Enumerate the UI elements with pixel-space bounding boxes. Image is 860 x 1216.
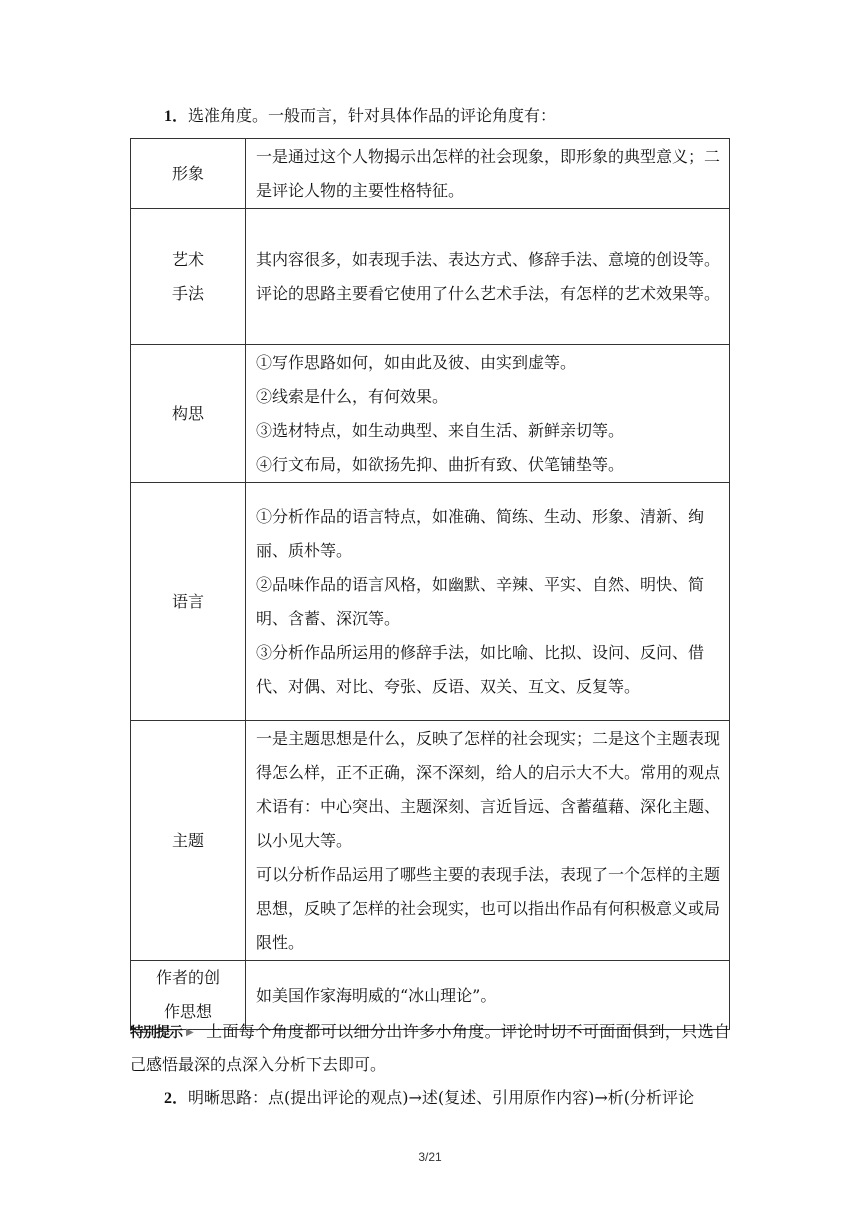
description-paragraph: ②线索是什么，有何效果。: [256, 387, 449, 406]
table-row: [131, 721, 730, 961]
section-heading-1: [164, 104, 556, 129]
category-cell: [131, 483, 246, 721]
category-line: 作者的创: [155, 968, 220, 987]
category-line: 形象: [171, 163, 204, 183]
description-cell: [246, 209, 730, 345]
heading-number: 2．: [164, 1090, 189, 1107]
description-paragraph: 一是通过这个人物揭示出怎样的社会现象，即形象的典型意义；二是评论人物的主要性格特征。: [256, 147, 721, 200]
category-line: 构思: [171, 403, 204, 423]
description-paragraph: ①写作思路如何，如由此及彼、由实到虚等。: [256, 353, 577, 372]
description-cell: [246, 721, 730, 961]
description-cell: [246, 139, 730, 209]
heading-text: 选准角度。一般而言，针对具体作品的评论角度有：: [188, 106, 557, 125]
category-line: 艺术: [171, 249, 204, 269]
description-cell: [246, 483, 730, 721]
description-cell: [246, 345, 730, 483]
description-paragraph: 其内容很多，如表现手法、表达方式、修辞手法、意境的创设等。: [256, 250, 721, 269]
category-line: 主题: [171, 830, 204, 850]
table-row: [131, 209, 730, 345]
page-number: 3/21: [418, 1150, 442, 1164]
category-line: 语言: [171, 591, 204, 611]
category-cell: [131, 345, 246, 483]
angles-table: [130, 138, 730, 1030]
description-paragraph: 如美国作家海明威的“冰山理论”。: [256, 985, 497, 1005]
tip-text: 上面每个角度都可以细分出许多小角度。评论时切不可面面俱到，只选自己感悟最深的点深入分析下去即可。: [130, 1022, 730, 1074]
section-heading-2: [164, 1086, 694, 1111]
category-cell: [131, 139, 246, 209]
table-row: [131, 345, 730, 483]
description-paragraph: ②品味作品的语言风格，如幽默、辛辣、平实、自然、明快、简明、含蓄、深沉等。: [256, 575, 705, 628]
heading-number: 1．: [164, 108, 189, 125]
heading-text: 明晰思路：点(提出评论的观点)→述(复述、引用原作内容)→析(分析评论: [188, 1088, 695, 1107]
triangle-right-icon: ▶: [186, 1027, 194, 1038]
table-row: [131, 139, 730, 209]
tip-badge: 特别提示: [130, 1025, 182, 1041]
description-paragraph: ①分析作品的语言特点，如准确、简练、生动、形象、清新、绚丽、质朴等。: [256, 507, 705, 560]
category-line: 作思想: [163, 1002, 212, 1021]
category-cell: [131, 209, 246, 345]
description-paragraph: 一是主题思想是什么，反映了怎样的社会现实；二是这个主题表现得怎么样，正不正确，深不深刻，给人的启示大不大。常用的观点术语有：中心突出、主题深刻、言近旨远、含蓄蕴藉、深化主题、以小见大等。: [256, 729, 721, 850]
category-line: 手法: [171, 283, 204, 303]
special-tip: [130, 1016, 730, 1081]
description-paragraph: ③分析作品所运用的修辞手法，如比喻、比拟、设问、反问、借代、对偶、对比、夸张、反语、双关、互文、反复等。: [256, 643, 705, 696]
description-paragraph: ④行文布局，如欲扬先抑、曲折有致、伏笔铺垫等。: [256, 455, 625, 474]
description-paragraph: 可以分析作品运用了哪些主要的表现手法，表现了一个怎样的主题思想，反映了怎样的社会现实，也可以指出作品有何积极意义或局限性。: [256, 865, 721, 952]
table-row: [131, 483, 730, 721]
description-paragraph: ③选材特点，如生动典型、来自生活、新鲜亲切等。: [256, 421, 625, 440]
description-paragraph: 评论的思路主要看它使用了什么艺术手法，有怎样的艺术效果等。: [256, 284, 721, 303]
category-cell: [131, 721, 246, 961]
